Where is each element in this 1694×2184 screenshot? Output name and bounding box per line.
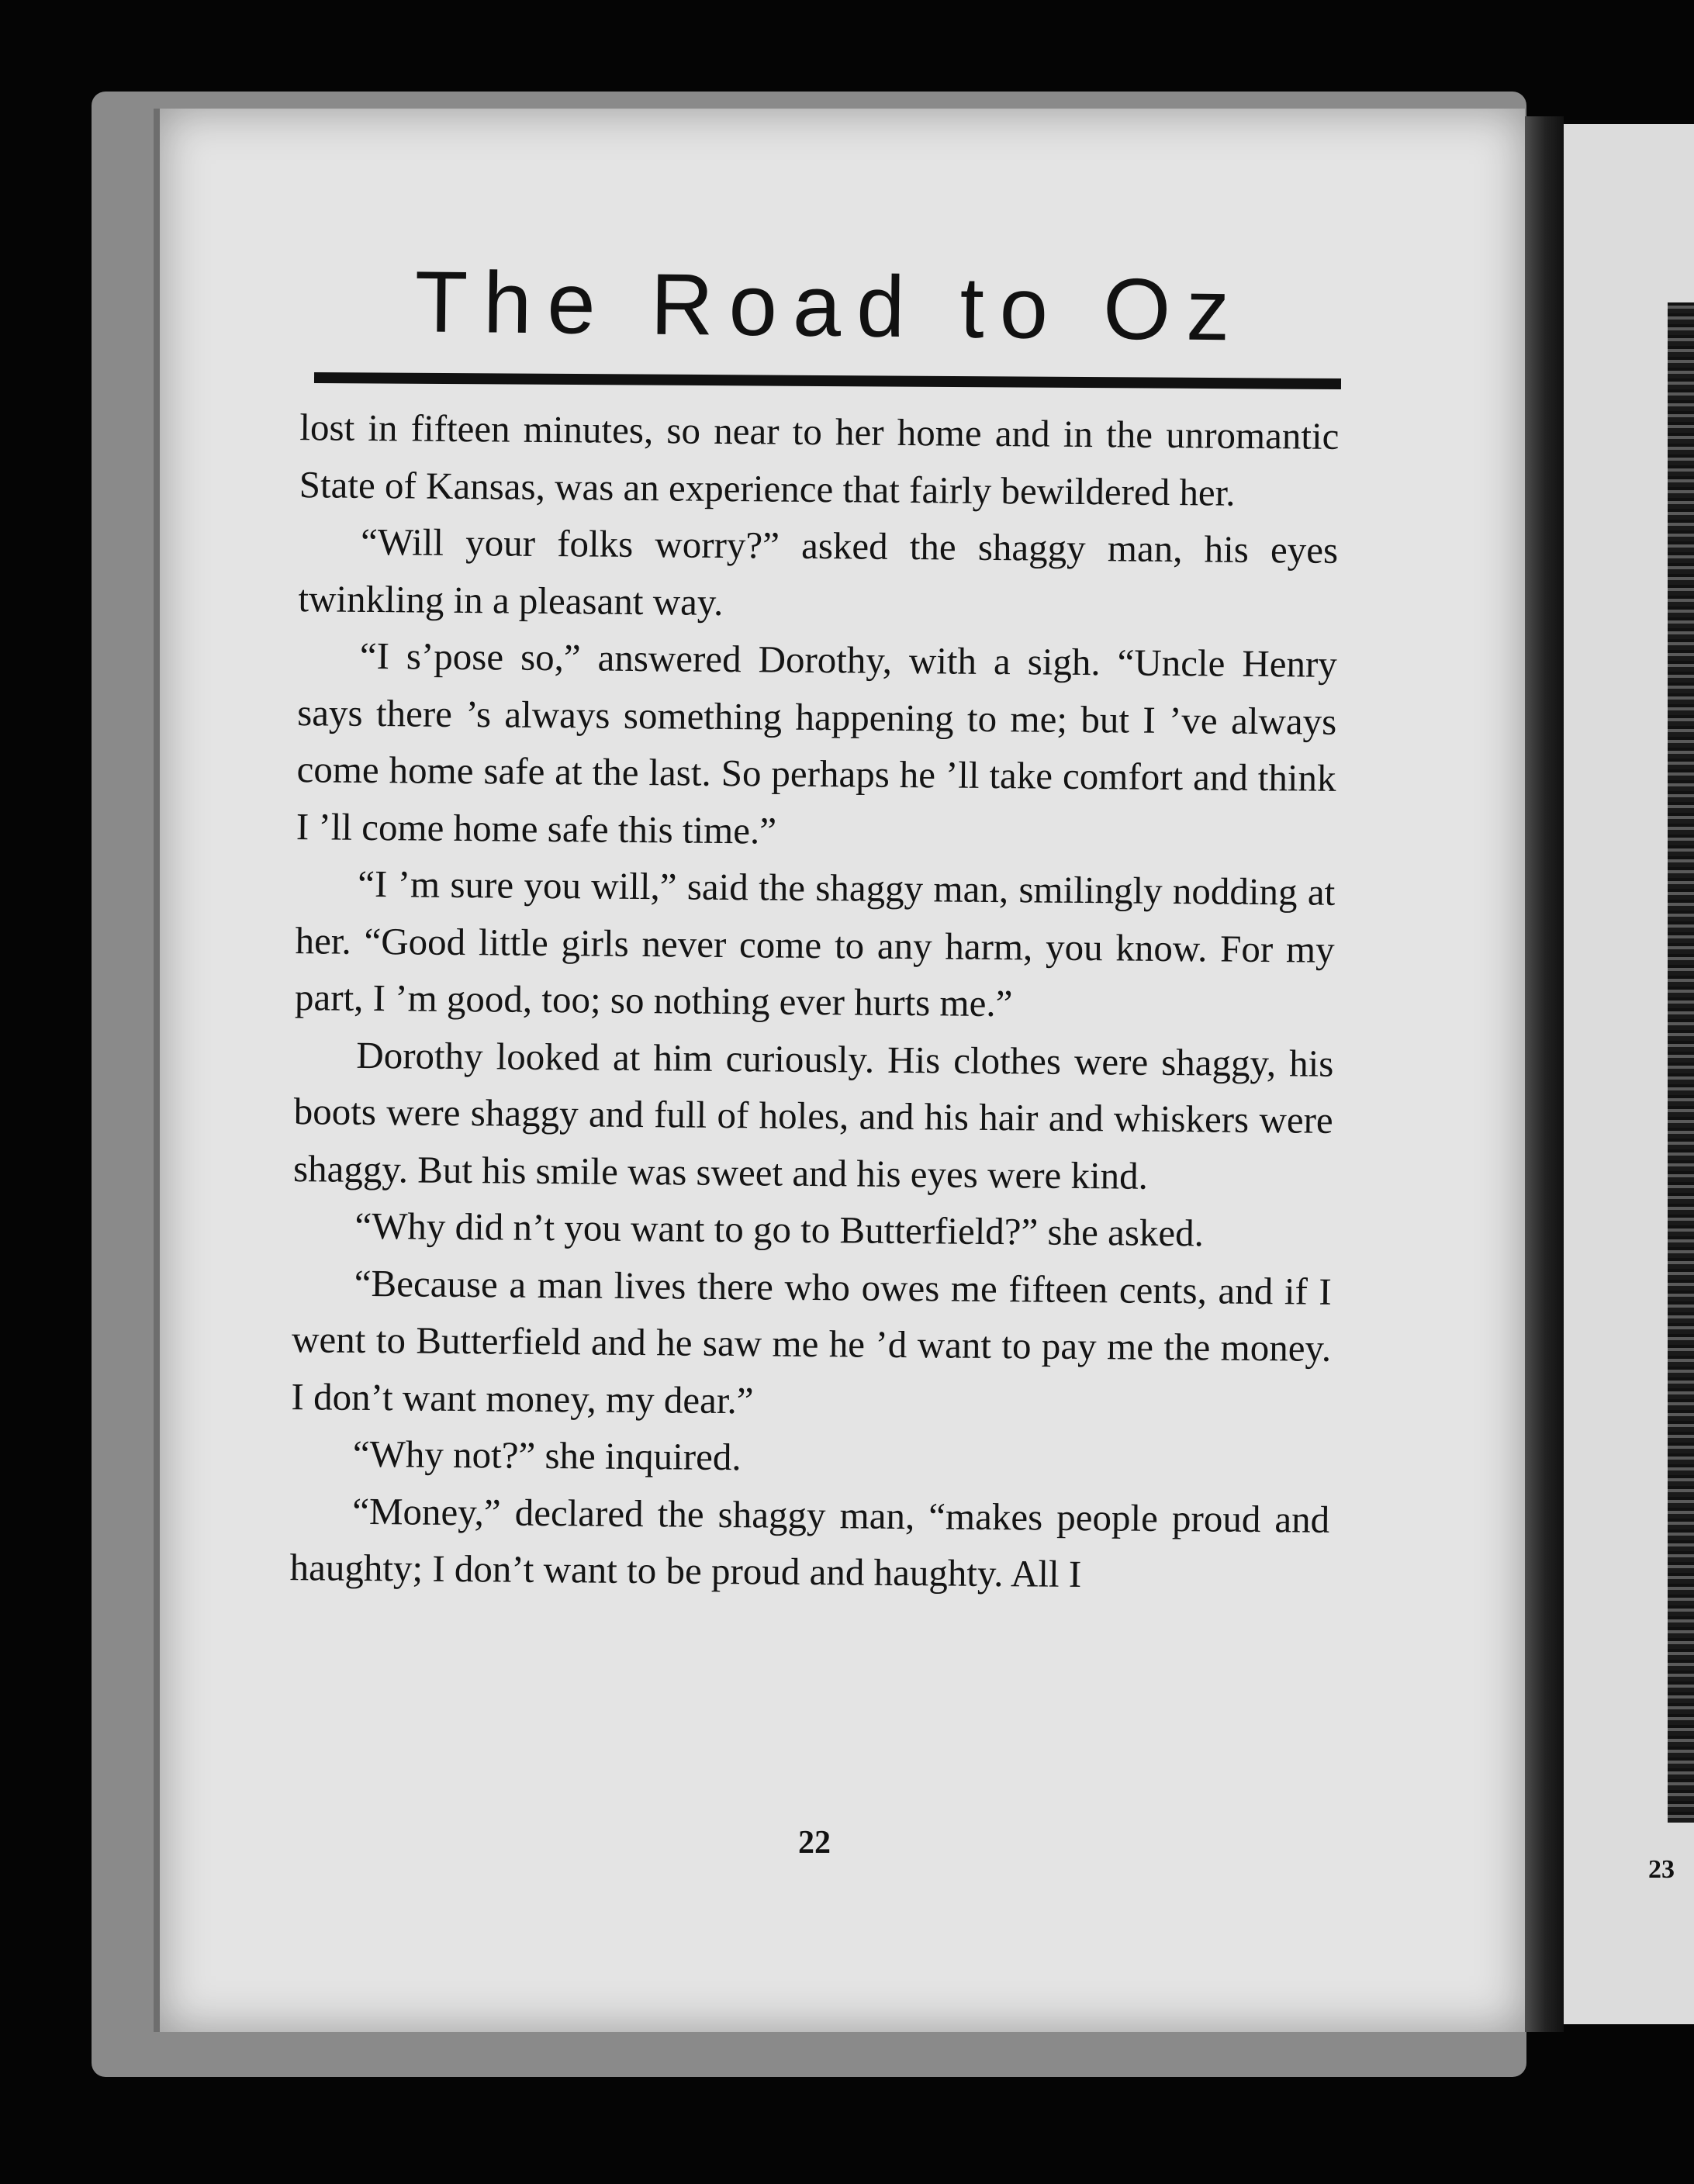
paragraph: lost in fifteen minutes, so near to her home and in the unromantic State of Kansas, was an experience that fairly bewildered her.	[299, 406, 1340, 514]
paragraph: “Will your folks worry?” asked the shaggy man, his eyes twinkling in a pleasant way.	[298, 520, 1339, 624]
paragraph: Dorothy looked at him curiously. His clothes were shaggy, his boots were shaggy and full of holes, and his hair and whiskers were shaggy. But his smile was sweet and his eyes were kind.	[292, 1033, 1334, 1197]
paragraph: “Why not?” she inquired.	[352, 1432, 742, 1479]
page-number: 22	[798, 1825, 831, 1861]
book-gutter	[1519, 116, 1564, 2032]
paragraph: “Money,” declared the shaggy man, “makes people proud and haughty; I don’t want to be proud and haughty. All I	[289, 1489, 1330, 1596]
paragraph: “I ’m sure you will,” said the shaggy man, smilingly nodding at her. “Good little girls never come to any harm, you know. For my part, I ’m good, too; so nothing ever hurts me.”	[294, 862, 1336, 1025]
paragraph: “Why did n’t you want to go to Butterfield?” she asked.	[354, 1204, 1205, 1255]
paragraph: “Because a man lives there who owes me fifteen cents, and if I went to Butterfield and he saw me he ’d want to pay me the money. I don’t want money, my dear.”	[291, 1261, 1333, 1422]
body-text	[289, 399, 1339, 1605]
paragraph: “I s’pose so,” answered Dorothy, with a sigh. “Uncle Henry says there ’s always something happening to me; but I ’ve always come home safe at the last. So perhaps he ’ll take comfort and think I ’ll come home safe this time.”	[296, 634, 1338, 852]
facing-page-number: 23	[1648, 1855, 1675, 1884]
facing-page-illustration	[1668, 302, 1694, 1823]
running-head: The Road to Oz	[414, 253, 1246, 359]
